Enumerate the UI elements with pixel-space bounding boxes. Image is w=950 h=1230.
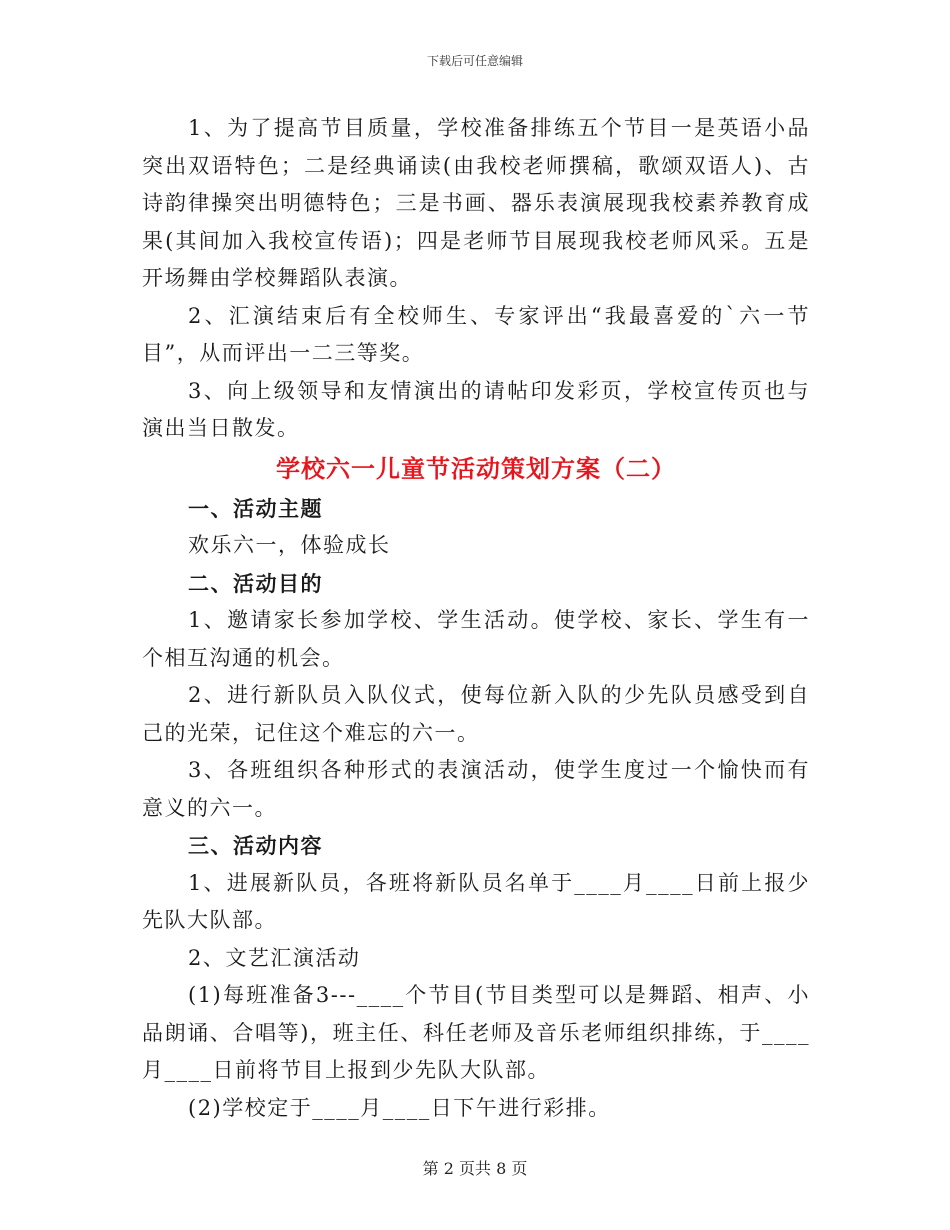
content-item-4: (2)学校定于____月____日下午进行彩排。 — [188, 1095, 611, 1120]
page-footer: 第 2 页共 8 页 — [422, 1159, 528, 1178]
paragraph-2: 2、汇演结束后有全校师生、专家评出“我最喜爱的`六一节目”，从而评出一二三等奖。 — [142, 303, 810, 365]
activity-theme-text: 欢乐六一，体验成长 — [188, 533, 391, 557]
document-body — [142, 110, 810, 1127]
purpose-item-3: 3、各班组织各种形式的表演活动，使学生度过一个愉快而有意义的六一。 — [142, 758, 810, 820]
purpose-item-1: 1、邀请家长参加学校、学生活动。使学校、家长、学生有一个相互沟通的机会。 — [142, 608, 810, 670]
page-header: 下载后可任意编辑 — [426, 54, 523, 68]
paragraph-3: 3、向上级领导和友情演出的请帖印发彩页，学校宣传页也与演出当日散发。 — [142, 378, 810, 440]
heading-activity-theme: 一、活动主题 — [188, 495, 323, 521]
section-title: 学校六一儿童节活动策划方案（二） — [276, 453, 676, 483]
heading-activity-purpose: 二、活动目的 — [188, 570, 323, 596]
purpose-item-2: 2、进行新队员入队仪式，使每位新入队的少先队员感受到自己的光荣，记住这个难忘的六一。 — [142, 683, 810, 745]
paragraph-1: 1、为了提高节目质量，学校准备排练五个节目一是英语小品突出双语特色；二是经典诵读(由我校老师撰稿，歌颂双语人)、古诗韵律操突出明德特色；三是书画、器乐表演展现我校素养教育成果(其间加入我校宣传语)；四是老师节目展现我校老师风采。五是开场舞由学校舞蹈队表演。 — [142, 116, 810, 290]
content-item-2: 2、文艺汇演活动 — [188, 945, 361, 970]
content-item-3: (1)每班准备3---____个节目(节目类型可以是舞蹈、相声、小品朗诵、合唱等)，班主任、科任老师及音乐老师组织排练，于____月____日前将节目上报到少先队大队部。 — [142, 983, 810, 1082]
content-item-1: 1、进展新队员，各班将新队员名单于____月____日前上报少先队大队部。 — [142, 870, 810, 932]
heading-activity-content: 三、活动内容 — [188, 833, 323, 858]
